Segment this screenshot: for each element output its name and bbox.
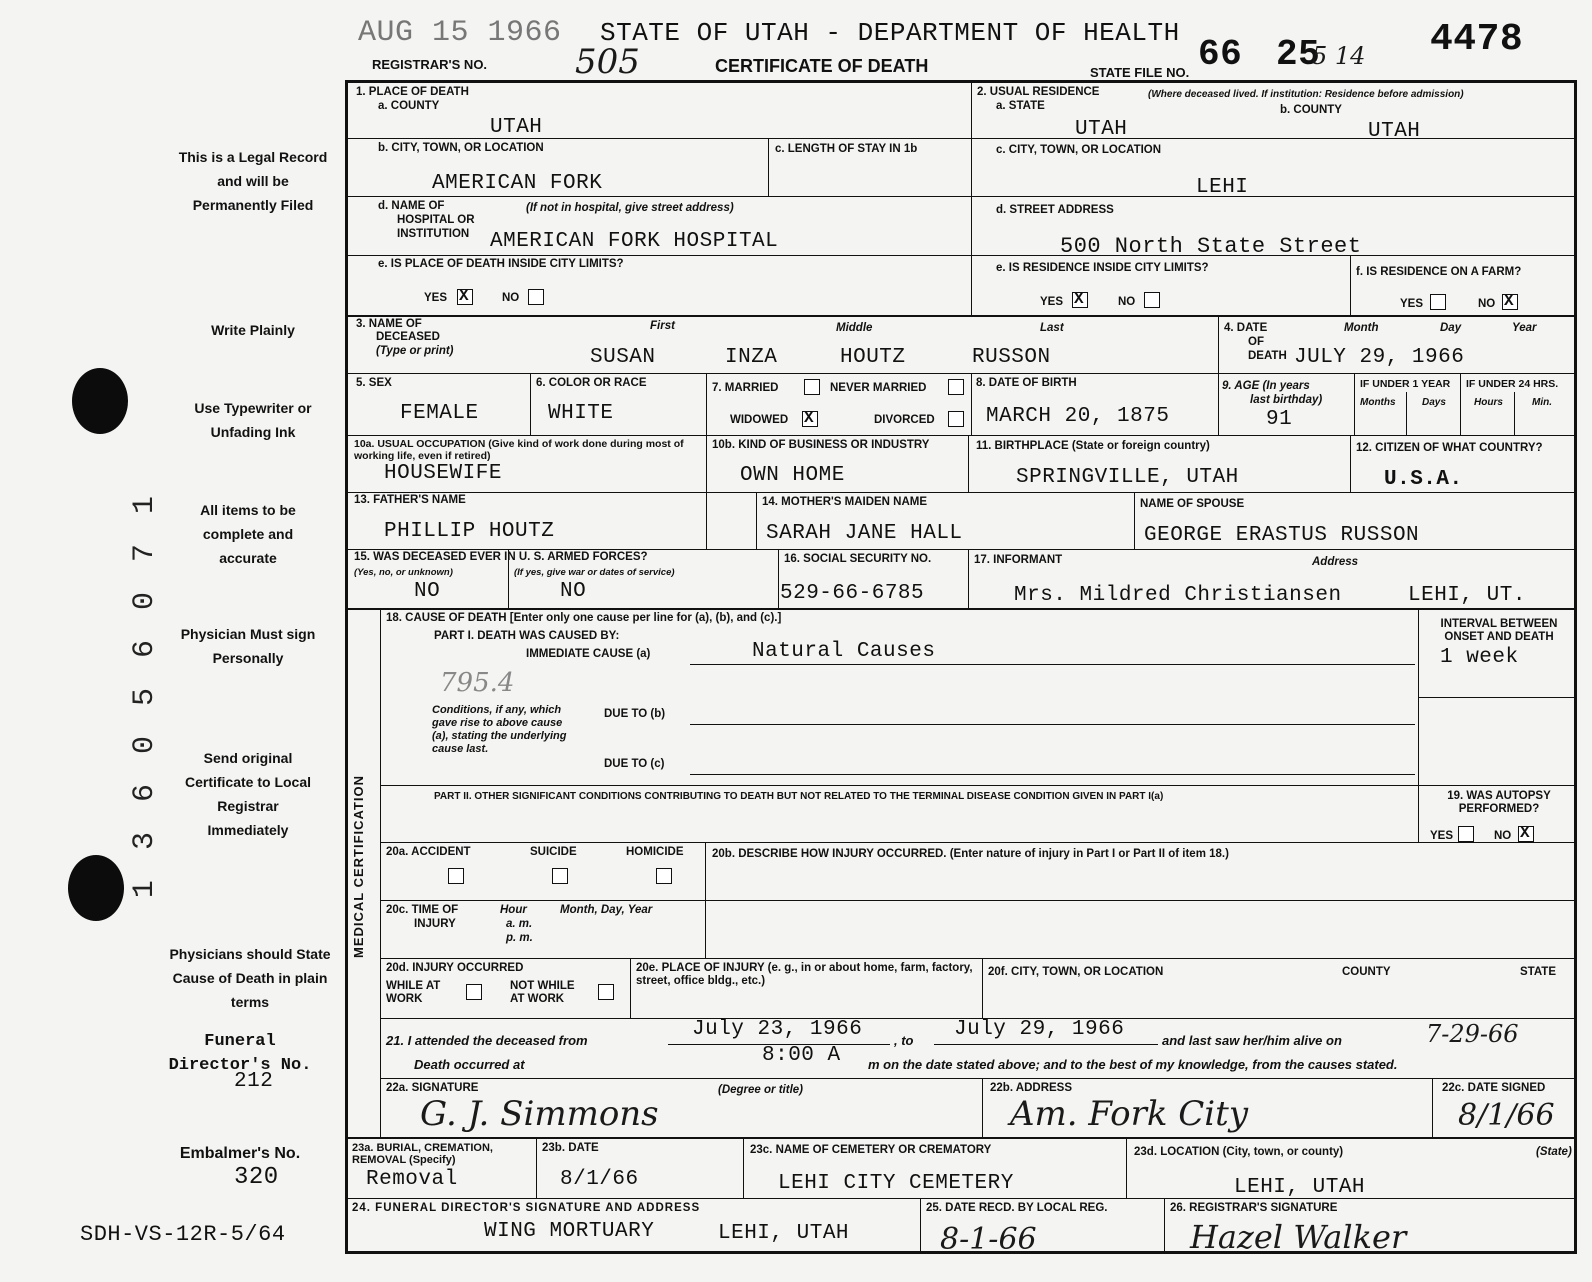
month-label: Month bbox=[1344, 322, 1379, 334]
pod-yes-checkbox[interactable] bbox=[457, 289, 473, 305]
due-b-label: DUE TO (b) bbox=[604, 708, 666, 720]
day-label: Day bbox=[1440, 322, 1462, 334]
state-file-no-c: 4478 bbox=[1430, 18, 1524, 61]
physician-address: Am. Fork City bbox=[1010, 1094, 1249, 1134]
sex-label: 5. SEX bbox=[356, 377, 392, 389]
place-of-death-label: 1. PLACE OF DEATH bbox=[356, 86, 469, 98]
attended-label: 21. I attended the deceased from bbox=[386, 1033, 588, 1048]
armed-war-value: NO bbox=[560, 580, 587, 603]
under24-label: IF UNDER 24 HRS. bbox=[1466, 378, 1559, 390]
date-recd: 8-1-66 bbox=[940, 1222, 1037, 1257]
date-signed-label: 22c. DATE SIGNED bbox=[1442, 1082, 1546, 1094]
under1-label: IF UNDER 1 YEAR bbox=[1360, 378, 1451, 390]
while-at-work-label: WHILE AT WORK bbox=[386, 980, 441, 1005]
farm-no-checkbox[interactable] bbox=[1502, 294, 1518, 310]
days-label: Days bbox=[1422, 397, 1446, 408]
cause-label: 18. CAUSE OF DEATH [Enter only one cause per line for (a), (b), and (c).] bbox=[386, 612, 782, 624]
burial-location: LEHI, UTAH bbox=[1234, 1176, 1366, 1199]
res-yes-label: YES bbox=[1040, 296, 1064, 308]
dod-label-b: OF bbox=[1248, 336, 1264, 348]
age-value: 91 bbox=[1266, 408, 1293, 431]
age-label-a: 9. AGE (In years bbox=[1222, 380, 1310, 392]
attended-to-label: , to bbox=[894, 1033, 914, 1048]
autopsy-label: 19. WAS AUTOPSY PERFORMED? bbox=[1447, 790, 1551, 815]
pod-hospital-hint: (If not in hospital, give street address) bbox=[526, 202, 734, 214]
sex-value: FEMALE bbox=[400, 402, 479, 425]
certificate-title: CERTIFICATE OF DEATH bbox=[715, 56, 929, 76]
attended-from: July 23, 1966 bbox=[692, 1018, 863, 1041]
pod-no-label: NO bbox=[502, 292, 520, 304]
injury-county-label: COUNTY bbox=[1342, 966, 1391, 978]
funeral-director-label: Funeral Director's No. bbox=[168, 1032, 312, 1075]
last-saw-value: 7-29-66 bbox=[1426, 1020, 1519, 1048]
autopsy-yes-label: YES bbox=[1430, 830, 1454, 842]
note-typewriter: Use Typewriter or Unfading Ink bbox=[194, 400, 312, 440]
mother-label: 14. MOTHER'S MAIDEN NAME bbox=[762, 496, 928, 508]
age-label-b: last birthday) bbox=[1250, 394, 1323, 406]
homicide-checkbox[interactable] bbox=[656, 868, 672, 884]
state-title: STATE OF UTAH - DEPARTMENT OF HEALTH bbox=[600, 18, 1180, 48]
race-label: 6. COLOR OR RACE bbox=[536, 377, 647, 389]
time-label-a: 20c. TIME OF bbox=[386, 904, 459, 916]
name-label-a: 3. NAME OF bbox=[356, 318, 422, 330]
res-no-checkbox[interactable] bbox=[1144, 292, 1160, 308]
suicide-checkbox[interactable] bbox=[552, 868, 568, 884]
armed-label: 15. WAS DECEASED EVER IN U. S. ARMED FORCES? bbox=[354, 551, 648, 563]
immediate-label: IMMEDIATE CAUSE (a) bbox=[526, 648, 651, 660]
autopsy-yes-checkbox[interactable] bbox=[1458, 826, 1474, 842]
date-of-death: JULY 29, 1966 bbox=[1294, 346, 1465, 369]
degree-label: (Degree or title) bbox=[718, 1084, 803, 1096]
pod-stay-label: c. LENGTH OF STAY IN 1b bbox=[775, 143, 918, 155]
punch-hole-top bbox=[72, 368, 128, 434]
informant-value: Mrs. Mildred Christiansen bbox=[1014, 584, 1342, 607]
informant-label: 17. INFORMANT bbox=[974, 554, 1063, 566]
cause-code: 795.4 bbox=[440, 668, 515, 698]
hour-label: Hour bbox=[500, 904, 527, 916]
res-inside-limits-label: e. IS RESIDENCE INSIDE CITY LIMITS? bbox=[996, 262, 1209, 274]
describe-injury-label: 20b. DESCRIBE HOW INJURY OCCURRED. (Enter nature of injury in Part I or Part II of item 18.) bbox=[712, 848, 1229, 860]
armed-value: NO bbox=[414, 580, 441, 603]
dod-label-a: 4. DATE bbox=[1224, 322, 1268, 334]
not-while-label: NOT WHILE AT WORK bbox=[510, 980, 575, 1005]
birthplace-label: 11. BIRTHPLACE (State or foreign country) bbox=[976, 440, 1210, 452]
spouse-label: NAME OF SPOUSE bbox=[1140, 498, 1245, 510]
informant-address: LEHI, UT. bbox=[1408, 584, 1526, 607]
widowed-checkbox[interactable] bbox=[802, 411, 818, 427]
note-legal-record: This is a Legal Record and will be Permanently Filed bbox=[178, 149, 328, 213]
father-value: PHILLIP HOUTZ bbox=[384, 520, 555, 543]
burial-method: Removal bbox=[366, 1168, 458, 1191]
married-label: 7. MARRIED bbox=[712, 382, 779, 394]
occurred-suffix: m on the date stated above; and to the best of my knowledge, from the causes stated. bbox=[868, 1057, 1398, 1072]
funeral-director-city: LEHI, UTAH bbox=[718, 1222, 850, 1245]
pod-no-checkbox[interactable] bbox=[528, 289, 544, 305]
business-value: OWN HOME bbox=[740, 464, 845, 487]
res-city-label: c. CITY, TOWN, OR LOCATION bbox=[996, 144, 1162, 156]
form-code: SDH-VS-12R-5/64 bbox=[80, 1222, 286, 1247]
divorced-label: DIVORCED bbox=[874, 414, 935, 426]
res-no-label: NO bbox=[1118, 296, 1136, 308]
accident-checkbox[interactable] bbox=[448, 868, 464, 884]
cemetery-label: 23c. NAME OF CEMETERY OR CREMATORY bbox=[750, 1144, 992, 1156]
pod-city: AMERICAN FORK bbox=[432, 172, 603, 195]
note-all-items: All items to be complete and accurate bbox=[200, 502, 296, 566]
first-name: SUSAN bbox=[590, 346, 656, 369]
burial-method-label: 23a. BURIAL, CREMATION, REMOVAL (Specify) bbox=[352, 1142, 493, 1166]
last-saw-label: and last saw her/him alive on bbox=[1162, 1033, 1342, 1048]
never-married-label: NEVER MARRIED bbox=[830, 382, 927, 394]
registrar-no-label: REGISTRAR'S NO. bbox=[372, 57, 488, 72]
min-label: Min. bbox=[1532, 397, 1552, 408]
registrar-signature: Hazel Walker bbox=[1190, 1218, 1407, 1256]
occupation-value: HOUSEWIFE bbox=[384, 462, 502, 485]
state-file-no-a: 66 bbox=[1198, 34, 1243, 75]
hours-label: Hours bbox=[1474, 397, 1503, 408]
last-label: Last bbox=[1040, 322, 1064, 334]
citizen-label: 12. CITIZEN OF WHAT COUNTRY? bbox=[1356, 442, 1543, 454]
occurred-value: 8:00 A bbox=[762, 1044, 841, 1067]
place-of-injury-label: 20e. PLACE OF INJURY (e. g., in or about home, farm, factory, street, office bldg., etc.) bbox=[636, 962, 973, 987]
while-at-work-checkbox[interactable] bbox=[466, 984, 482, 1000]
res-county: UTAH bbox=[1368, 120, 1421, 143]
registrar-sig-label: 26. REGISTRAR'S SIGNATURE bbox=[1170, 1202, 1338, 1214]
burial-state-label: (State) bbox=[1536, 1146, 1572, 1158]
burial-location-label: 23d. LOCATION (City, town, or county) bbox=[1134, 1146, 1344, 1158]
mdy-label: Month, Day, Year bbox=[560, 904, 653, 916]
citizen-value: U.S.A. bbox=[1384, 468, 1463, 491]
not-while-checkbox[interactable] bbox=[598, 984, 614, 1000]
state-file-no-label: STATE FILE NO. bbox=[1090, 65, 1190, 80]
part2-label: PART II. OTHER SIGNIFICANT CONDITIONS CONTRIBUTING TO DEATH BUT NOT RELATED TO THE TERMINAL DISEASE CONDITION GIVEN IN PART I(a) bbox=[434, 791, 1164, 802]
res-farm-label: f. IS RESIDENCE ON A FARM? bbox=[1356, 266, 1522, 278]
autopsy-no-label: NO bbox=[1494, 830, 1512, 842]
registrar-no-value: 505 bbox=[575, 42, 640, 82]
middle-name-2: HOUTZ bbox=[840, 346, 906, 369]
months-label: Months bbox=[1360, 397, 1396, 408]
signature-label: 22a. SIGNATURE bbox=[386, 1082, 479, 1094]
interval-label: INTERVAL BETWEEN ONSET AND DEATH bbox=[1440, 618, 1558, 643]
state-file-no-b: 25 bbox=[1276, 34, 1321, 75]
due-c-label: DUE TO (c) bbox=[604, 758, 665, 770]
am-label: a. m. bbox=[506, 918, 533, 930]
dob-value: MARCH 20, 1875 bbox=[986, 405, 1170, 428]
suicide-label: SUICIDE bbox=[530, 846, 577, 858]
pod-county: UTAH bbox=[490, 116, 543, 139]
res-city: LEHI bbox=[1196, 176, 1249, 199]
pod-yes-label: YES bbox=[424, 292, 448, 304]
name-label-b: DECEASED bbox=[376, 331, 440, 343]
year-label: Year bbox=[1512, 322, 1537, 334]
ssn-label: 16. SOCIAL SECURITY NO. bbox=[784, 553, 932, 565]
res-state-label: a. STATE bbox=[996, 100, 1045, 112]
injury-city-label: 20f. CITY, TOWN, OR LOCATION bbox=[988, 966, 1164, 978]
last-name: RUSSON bbox=[972, 346, 1051, 369]
state-file-no-hand: 5 14 bbox=[1312, 42, 1366, 70]
time-label-b: INJURY bbox=[414, 918, 456, 930]
pod-hospital: AMERICAN FORK HOSPITAL bbox=[490, 230, 779, 253]
residence-label: 2. USUAL RESIDENCE bbox=[977, 86, 1100, 98]
pod-county-label: a. COUNTY bbox=[378, 100, 440, 112]
date-signed: 8/1/66 bbox=[1458, 1098, 1555, 1133]
cemetery-value: LEHI CITY CEMETERY bbox=[778, 1172, 1014, 1195]
res-county-label: b. COUNTY bbox=[1280, 104, 1342, 116]
note-send-original: Send original Certificate to Local Registrar Immediately bbox=[184, 750, 312, 838]
funeral-director-no: 212 bbox=[234, 1070, 274, 1093]
note-physician-sign: Physician Must sign Personally bbox=[180, 626, 316, 666]
immediate-cause: Natural Causes bbox=[752, 640, 936, 663]
spouse-value: GEORGE ERASTUS RUSSON bbox=[1144, 524, 1420, 547]
middle-label: Middle bbox=[836, 322, 873, 334]
birthplace-value: SPRINGVILLE, UTAH bbox=[1016, 466, 1239, 489]
pod-hospital-label-a: d. NAME OF bbox=[378, 200, 445, 212]
mother-value: SARAH JANE HALL bbox=[766, 522, 963, 545]
never-married-checkbox[interactable] bbox=[948, 379, 964, 395]
embalmer-label: Embalmer's No. bbox=[179, 1145, 301, 1162]
autopsy-no-checkbox[interactable] bbox=[1518, 826, 1534, 842]
res-street-label: d. STREET ADDRESS bbox=[996, 204, 1114, 216]
pod-hospital-label-b: HOSPITAL OR bbox=[397, 214, 475, 226]
physician-signature: G. J. Simmons bbox=[420, 1094, 659, 1134]
res-yes-checkbox[interactable] bbox=[1072, 292, 1088, 308]
funeral-director-sig-label: 24. FUNERAL DIRECTOR'S SIGNATURE AND ADDRESS bbox=[352, 1202, 701, 1214]
burial-date-label: 23b. DATE bbox=[542, 1142, 599, 1154]
accident-label: 20a. ACCIDENT bbox=[386, 846, 471, 858]
note-physicians-should: Physicians should State Cause of Death in plain terms bbox=[169, 946, 331, 1010]
part1-label: PART I. DEATH WAS CAUSED BY: bbox=[434, 630, 620, 642]
embalmer-no: 320 bbox=[234, 1164, 279, 1191]
vertical-number: 1 3 6 0 5 6 0 7 1 bbox=[128, 490, 162, 899]
married-checkbox[interactable] bbox=[804, 379, 820, 395]
attended-to: July 29, 1966 bbox=[954, 1018, 1125, 1041]
conditions-label: Conditions, if any, which gave rise to above cause (a), stating the underlying cause last. bbox=[432, 704, 567, 755]
funeral-director-name: WING MORTUARY bbox=[484, 1220, 655, 1243]
occupation-label: 10a. USUAL OCCUPATION (Give kind of work done during most of working life, even if retired) bbox=[354, 438, 684, 462]
farm-yes-label: YES bbox=[1400, 298, 1424, 310]
father-label: 13. FATHER'S NAME bbox=[354, 494, 466, 506]
race-value: WHITE bbox=[548, 402, 614, 425]
middle-name: INZA bbox=[725, 346, 778, 369]
pod-hospital-label-c: INSTITUTION bbox=[397, 228, 470, 240]
armed-hint-b: (If yes, give war or dates of service) bbox=[514, 567, 675, 578]
medical-certification-label: MEDICAL CERTIFICATION bbox=[351, 775, 366, 959]
first-label: First bbox=[650, 320, 675, 332]
physician-address-label: 22b. ADDRESS bbox=[990, 1082, 1073, 1094]
informant-address-label: Address bbox=[1312, 556, 1359, 568]
note-write-plainly: Write Plainly bbox=[211, 322, 295, 338]
business-label: 10b. KIND OF BUSINESS OR INDUSTRY bbox=[712, 439, 930, 451]
burial-date: 8/1/66 bbox=[560, 1168, 639, 1191]
date-recd-label: 25. DATE RECD. BY LOCAL REG. bbox=[926, 1202, 1108, 1214]
residence-hint: (Where deceased lived. If institution: Residence before admission) bbox=[1148, 89, 1464, 100]
dod-label-c: DEATH bbox=[1248, 350, 1287, 362]
injury-occurred-label: 20d. INJURY OCCURRED bbox=[386, 962, 524, 974]
received-stamp: AUG 15 1966 bbox=[358, 16, 562, 50]
divorced-checkbox[interactable] bbox=[948, 411, 964, 427]
homicide-label: HOMICIDE bbox=[626, 846, 684, 858]
pm-label: p. m. bbox=[506, 932, 533, 944]
widowed-label: WIDOWED bbox=[730, 414, 789, 426]
punch-hole-bottom bbox=[68, 855, 124, 921]
res-state: UTAH bbox=[1075, 118, 1128, 141]
occurred-label: Death occurred at bbox=[414, 1057, 525, 1072]
farm-no-label: NO bbox=[1478, 298, 1496, 310]
injury-state-label: STATE bbox=[1520, 966, 1556, 978]
farm-yes-checkbox[interactable] bbox=[1430, 294, 1446, 310]
ssn-value: 529-66-6785 bbox=[780, 582, 925, 605]
pod-city-label: b. CITY, TOWN, OR LOCATION bbox=[378, 142, 544, 154]
armed-hint-a: (Yes, no, or unknown) bbox=[354, 567, 453, 578]
pod-inside-limits-label: e. IS PLACE OF DEATH INSIDE CITY LIMITS? bbox=[378, 258, 624, 270]
interval-value: 1 week bbox=[1440, 646, 1519, 669]
name-label-c: (Type or print) bbox=[376, 345, 454, 357]
res-street: 500 North State Street bbox=[1060, 234, 1362, 259]
dob-label: 8. DATE OF BIRTH bbox=[976, 377, 1077, 389]
